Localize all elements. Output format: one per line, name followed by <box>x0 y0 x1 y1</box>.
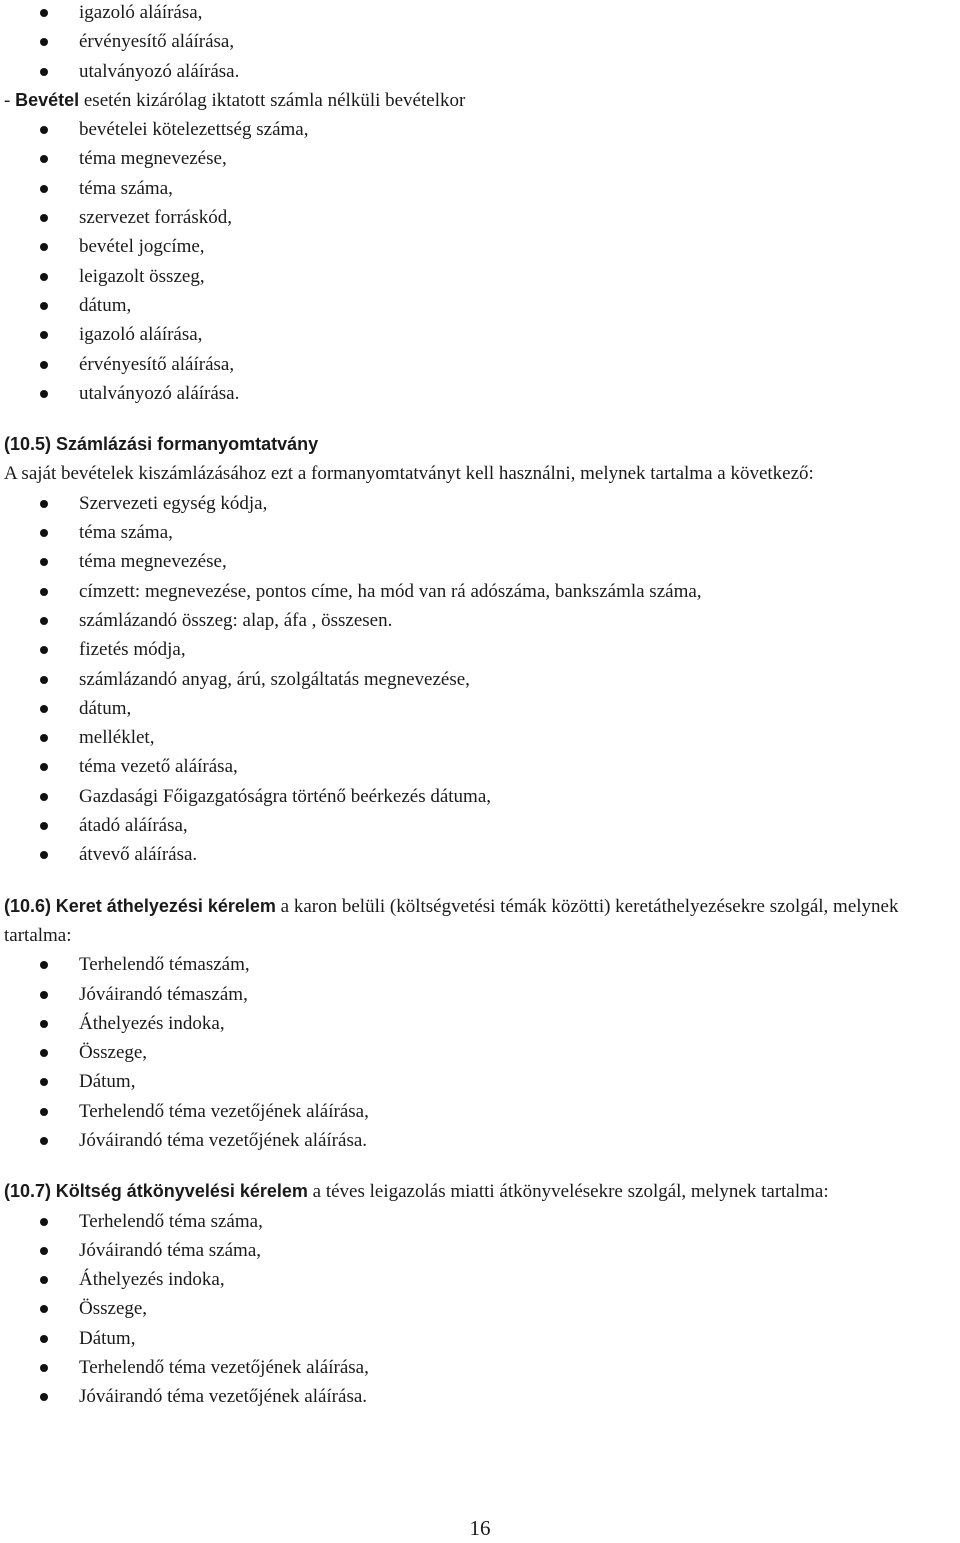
list-item: Terhelendő téma száma, <box>0 1207 960 1236</box>
bullet-icon <box>40 1218 48 1226</box>
list-item: téma megnevezése, <box>0 547 960 576</box>
bullet-icon <box>40 68 48 76</box>
list-item: Dátum, <box>0 1067 960 1096</box>
list-item: dátum, <box>0 291 960 320</box>
list-item: Jóváirandó téma vezetőjének aláírása. <box>0 1126 960 1155</box>
bullet-icon <box>40 646 48 654</box>
list-item: utalványozó aláírása. <box>0 57 960 86</box>
bullet-icon <box>40 588 48 596</box>
list-item: szervezet forráskód, <box>0 203 960 232</box>
bullet-icon <box>40 1020 48 1028</box>
list-item: igazoló aláírása, <box>0 0 960 27</box>
list-item: Dátum, <box>0 1324 960 1353</box>
bullet-icon <box>40 500 48 508</box>
list-item: Jóváirandó téma vezetőjének aláírása. <box>0 1382 960 1411</box>
list-item: téma száma, <box>0 518 960 547</box>
bullet-icon <box>40 1276 48 1284</box>
list-item: igazoló aláírása, <box>0 320 960 349</box>
list-item: bevételei kötelezettség száma, <box>0 115 960 144</box>
list-item: Terhelendő téma vezetőjének aláírása, <box>0 1353 960 1382</box>
list-item: Szervezeti egység kódja, <box>0 489 960 518</box>
page-number: 16 <box>469 1516 491 1540</box>
bullet-icon <box>40 9 48 17</box>
bullet-icon <box>40 961 48 969</box>
list-item: téma megnevezése, <box>0 144 960 173</box>
section-10-7-list <box>0 1207 960 1412</box>
bevetel-list <box>0 115 960 408</box>
list-item: Terhelendő témaszám, <box>0 950 960 979</box>
bullet-icon <box>40 390 48 398</box>
bullet-icon <box>40 126 48 134</box>
list-item: címzett: megnevezése, pontos címe, ha mód van rá adószáma, bankszámla száma, <box>0 577 960 606</box>
list-item: Összege, <box>0 1038 960 1067</box>
list-item: átvevő aláírása. <box>0 840 960 869</box>
bullet-icon <box>40 529 48 537</box>
bullet-icon <box>40 331 48 339</box>
list-item: érvényesítő aláírása, <box>0 27 960 56</box>
bullet-icon <box>40 38 48 46</box>
list-item: átadó aláírása, <box>0 811 960 840</box>
bullet-icon <box>40 302 48 310</box>
list-item: számlázandó anyag, árú, szolgáltatás megnevezése, <box>0 665 960 694</box>
bullet-icon <box>40 705 48 713</box>
bullet-icon <box>40 1393 48 1401</box>
bullet-icon <box>40 214 48 222</box>
bullet-icon <box>40 558 48 566</box>
section-10-6-list <box>0 950 960 1155</box>
bullet-icon <box>40 1049 48 1057</box>
section-gap <box>0 1155 960 1177</box>
bullet-icon <box>40 1247 48 1255</box>
list-item: Terhelendő téma vezetőjének aláírása, <box>0 1097 960 1126</box>
bullet-icon <box>40 1335 48 1343</box>
section-gap <box>0 408 960 430</box>
bullet-icon <box>40 185 48 193</box>
list-item: Áthelyezés indoka, <box>0 1009 960 1038</box>
list-item: számlázandó összeg: alap, áfa , összesen. <box>0 606 960 635</box>
list-item: leigazolt összeg, <box>0 262 960 291</box>
section-10-5-list <box>0 489 960 870</box>
bullet-icon <box>40 1305 48 1313</box>
bullet-icon <box>40 361 48 369</box>
section-gap <box>0 870 960 892</box>
bullet-icon <box>40 822 48 830</box>
bullet-icon <box>40 1108 48 1116</box>
top-list <box>0 0 960 86</box>
section-10-5-intro: A saját bevételek kiszámlázásához ezt a formanyomtatványt kell használni, melynek tartalma a következő: <box>4 463 814 485</box>
section-10-6-paragraph: (10.6) Keret áthelyezési kérelem a karon belüli (költségvetési témák közötti) keretáthelyezésekre szolgál, melynek tartalma: <box>4 895 899 946</box>
bullet-icon <box>40 1078 48 1086</box>
list-item: Gazdasági Főigazgatóságra történő beérkezés dátuma, <box>0 782 960 811</box>
list-item: fizetés módja, <box>0 635 960 664</box>
list-item: érvényesítő aláírása, <box>0 350 960 379</box>
list-item: dátum, <box>0 694 960 723</box>
bullet-icon <box>40 155 48 163</box>
list-item: utalványozó aláírása. <box>0 379 960 408</box>
bullet-icon <box>40 793 48 801</box>
list-item: melléklet, <box>0 723 960 752</box>
section-10-7-paragraph: (10.7) Költség átkönyvelési kérelem a téves leigazolás miatti átkönyvelésekre szolgál, melynek tartalma: <box>4 1181 829 1203</box>
bullet-icon <box>40 1364 48 1372</box>
list-item: Összege, <box>0 1294 960 1323</box>
bullet-icon <box>40 991 48 999</box>
section-10-5-heading: (10.5) Számlázási formanyomtatvány <box>4 434 319 455</box>
list-item: Jóváirandó téma száma, <box>0 1236 960 1265</box>
bullet-icon <box>40 617 48 625</box>
bullet-icon <box>40 734 48 742</box>
list-item: téma vezető aláírása, <box>0 752 960 781</box>
bullet-icon <box>40 763 48 771</box>
list-item: téma száma, <box>0 174 960 203</box>
list-item: Áthelyezés indoka, <box>0 1265 960 1294</box>
bullet-icon <box>40 243 48 251</box>
list-item: Jóváirandó témaszám, <box>0 980 960 1009</box>
bullet-icon <box>40 1137 48 1145</box>
bullet-icon <box>40 273 48 281</box>
bullet-icon <box>40 676 48 684</box>
list-item: bevétel jogcíme, <box>0 232 960 261</box>
bullet-icon <box>40 851 48 859</box>
bevetel-paragraph: - Bevétel esetén kizárólag iktatott számla nélküli bevételkor <box>4 89 466 111</box>
